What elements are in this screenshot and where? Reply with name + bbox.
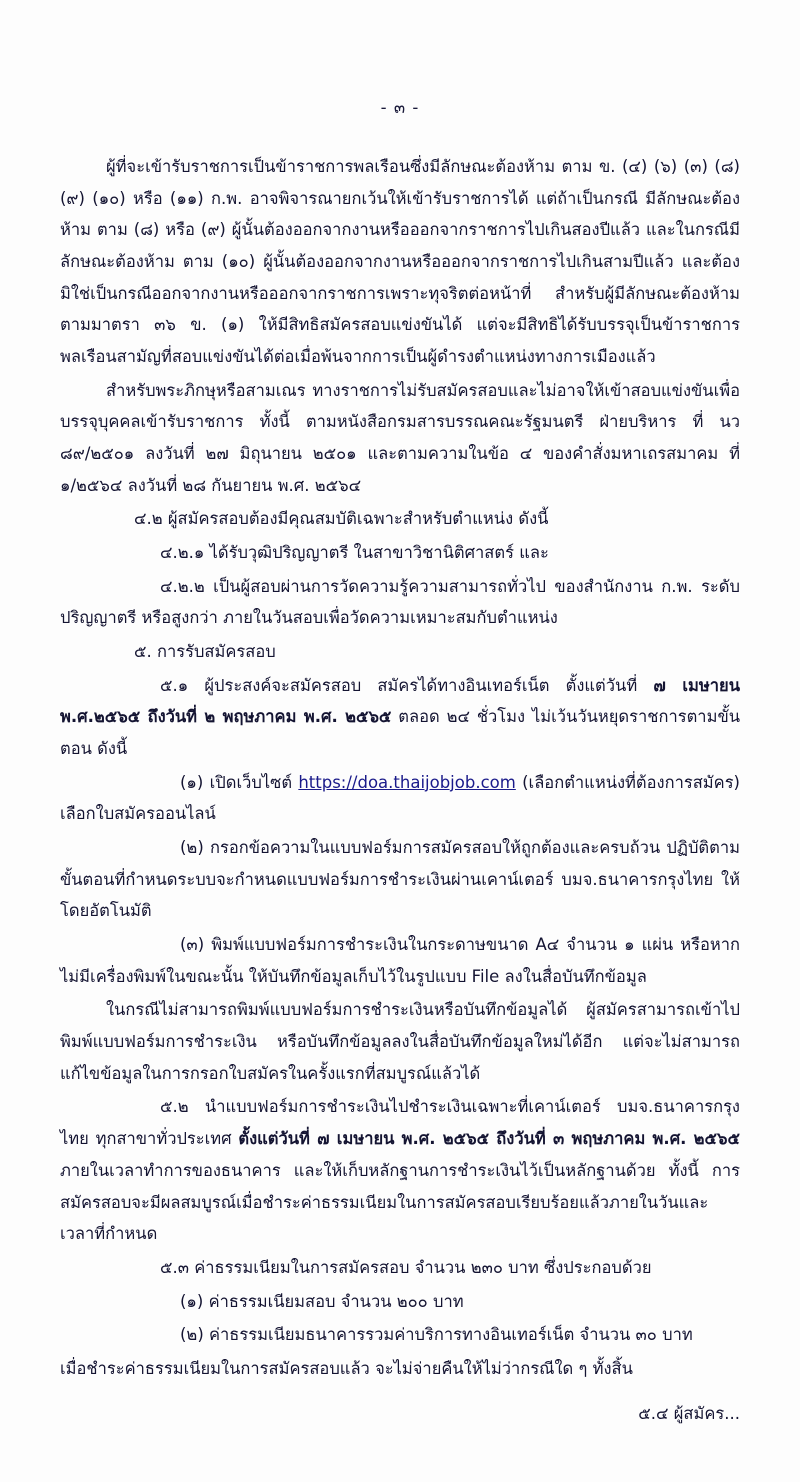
text-run-bold-dates-2: ตั้งแต่วันที่ ๗ เมษายน พ.ศ. ๒๕๖๕ ถึงวันที่ ๓ พฤษภาคม พ.ศ. ๒๕๖๕ <box>238 1129 740 1149</box>
paragraph-section-4-2-1: ๔.๒.๑ ได้รับวุฒิปริญญาตรี ในสาขาวิชานิติศาสตร์ และ <box>160 543 549 563</box>
paragraph-section-5-3: ๕.๓ ค่าธรรมเนียมในการสมัครสอบ จำนวน ๒๓๐ บาท ซึ่งประกอบด้วย <box>160 1257 652 1277</box>
text-run: ตลอด ๒๔ ชั่วโมง ไม่เว้นวันหยุดราชการตามขั้นตอน ดังนี้ <box>60 707 740 759</box>
paragraph-section-4-2: ๔.๒ ผู้สมัครสอบต้องมีคุณสมบัติเฉพาะสำหรับตำแหน่ง ดังนี้ <box>134 509 549 529</box>
text-run: ภายในเวลาทำการของธนาคาร และให้เก็บหลักฐานการชำระเงินไว้เป็นหลักฐานด้วย ทั้งนี้ การสมัครสอบจะมีผลสมบูรณ์เมื่อชำระค่าธรรมเนียมในการสมัครสอบเรียบร้อยแล้วภายในวันและเวลาที่กำหนด <box>60 1160 740 1244</box>
text-run: ๕.๑ ผู้ประสงค์จะสมัครสอบ สมัครได้ทางอินเทอร์เน็ต ตั้งแต่วันที่ <box>160 675 654 695</box>
paragraph-fee-item-2: (๒) ค่าธรรมเนียมธนาคารรวมค่าบริการทางอินเทอร์เน็ต จำนวน ๓๐ บาท <box>180 1325 693 1345</box>
registration-website-link[interactable]: https://doa.thaijobjob.com <box>298 772 516 792</box>
paragraph-section-5-1 <box>60 670 740 765</box>
paragraph-step-1 <box>60 767 740 830</box>
footer-continuation-note: ๕.๔ ผู้สมัคร... <box>638 1404 740 1423</box>
paragraph-section-4-2-2: ๔.๒.๒ เป็นผู้สอบผ่านการวัดความรู้ความสามารถทั่วไป ของสำนักงาน ก.พ. ระดับปริญญาตรี หรือสูงกว่า ภายในวันสอบเพื่อวัดความเหมาะสมกับตำแหน่ง <box>60 576 740 628</box>
text-run: ๕.๒ นำแบบฟอร์มการชำระเงินไปชำระเงินเฉพาะที่เคาน์เตอร์ บมจ.ธนาคารกรุงไทย ทุกสาขาทั่วประเทศ <box>60 1097 740 1149</box>
paragraph-qualification-exemption: ผู้ที่จะเข้ารับราชการเป็นข้าราชการพลเรือนซึ่งมีลักษณะต้องห้าม ตาม ข. (๔) (๖) (๓) (๘) (๙) (๑๐) หรือ (๑๑) ก.พ. อาจพิจารณายกเว้นให้เข้ารับราชการได้ แต่ถ้าเป็นกรณี มีลักษณะต้องห้าม ตาม (๘) หรือ (๙) ผู้นั้นต้องออกจากงานหรือออกจากราชการไปเกินสองปีแล้ว และในกรณีมีลักษณะต้องห้าม ตาม (๑๐) ผู้นั้นต้องออกจากงานหรือออกจากราชการไปเกินสามปีแล้ว และต้องมิใช่เป็นกรณีออกจากงานหรือออกจากราชการเพราะทุจริตต่อหน้าที่ สำหรับผู้มีลักษณะต้องห้ามตามมาตรา ๓๖ ข. (๑) ให้มีสิทธิสมัครสอบแข่งขันได้ แต่จะมีสิทธิได้รับบรรจุเป็นข้าราชการพลเรือนสามัญที่สอบแข่งขันได้ต่อเมื่อพ้นจากการเป็นผู้ดำรงตำแหน่งทางการเมืองแล้ว <box>60 157 740 367</box>
paragraph-section-5-2 <box>60 1091 740 1249</box>
paragraph-step-2: (๒) กรอกข้อความในแบบฟอร์มการสมัครสอบให้ถูกต้องและครบถ้วน ปฏิบัติตามขั้นตอนที่กำหนดระบบจะกำหนดแบบฟอร์มการชำระเงินผ่านเคาน์เตอร์ บมจ.ธนาคารกรุงไทย ให้โดยอัตโนมัติ <box>60 838 740 921</box>
text-run: (๑) เปิดเว็บไซต์ <box>180 772 299 792</box>
paragraph-section-5-heading: ๕. การรับสมัครสอบ <box>134 642 276 662</box>
paragraph-monk-novice: สำหรับพระภิกษุหรือสามเณร ทางราชการไม่รับสมัครสอบและไม่อาจให้เข้าสอบแข่งขันเพื่อบรรจุบุคคลเข้ารับราชการ ทั้งนี้ ตามหนังสือกรมสารบรรณคณะรัฐมนตรี ฝ่ายบริหาร ที่ นว ๘๙/๒๕๐๑ ลงวันที่ ๒๗ มิถุนายน ๒๕๐๑ และตามความในข้อ ๔ ของคำสั่งมหาเถรสมาคม ที่ ๑/๒๕๖๔ ลงวันที่ ๒๘ กันยายน พ.ศ. ๒๕๖๔ <box>60 380 740 495</box>
text-run-bold-dates-1: ๗ เมษายน พ.ศ.๒๕๖๕ ถึงวันที่ ๒ พฤษภาคม พ.ศ. ๒๕๖๕ <box>60 675 740 727</box>
paragraph-non-refundable-note: เมื่อชำระค่าธรรมเนียมในการสมัครสอบแล้ว จะไม่จ่ายคืนให้ไม่ว่ากรณีใด ๆ ทั้งสิ้น <box>60 1358 633 1378</box>
paragraph-fee-item-1: (๑) ค่าธรรมเนียมสอบ จำนวน ๒๐๐ บาท <box>180 1291 464 1311</box>
document-body <box>60 151 740 1385</box>
page-number: - ๓ - <box>380 98 420 117</box>
paragraph-step-3: (๓) พิมพ์แบบฟอร์มการชำระเงินในกระดาษขนาด A๔ จำนวน ๑ แผ่น หรือหากไม่มีเครื่องพิมพ์ในขณะนั้น ให้บันทึกข้อมูลเก็บไว้ในรูปแบบ File ลงในสื่อบันทึกข้อมูล <box>60 935 740 986</box>
paragraph-reprint-note: ในกรณีไม่สามารถพิมพ์แบบฟอร์มการชำระเงินหรือบันทึกข้อมูลได้ ผู้สมัครสามารถเข้าไปพิมพ์แบบฟอร์มการชำระเงิน หรือบันทึกข้อมูลลงในสื่อบันทึกข้อมูลใหม่ได้อีก แต่จะไม่สามารถแก้ไขข้อมูลในการกรอกใบสมัครในครั้งแรกที่สมบูรณ์แล้วได้ <box>60 1000 740 1083</box>
text-run: (เลือกตำแหน่งที่ต้องการสมัคร) เลือกใบสมัครออนไลน์ <box>60 772 740 824</box>
